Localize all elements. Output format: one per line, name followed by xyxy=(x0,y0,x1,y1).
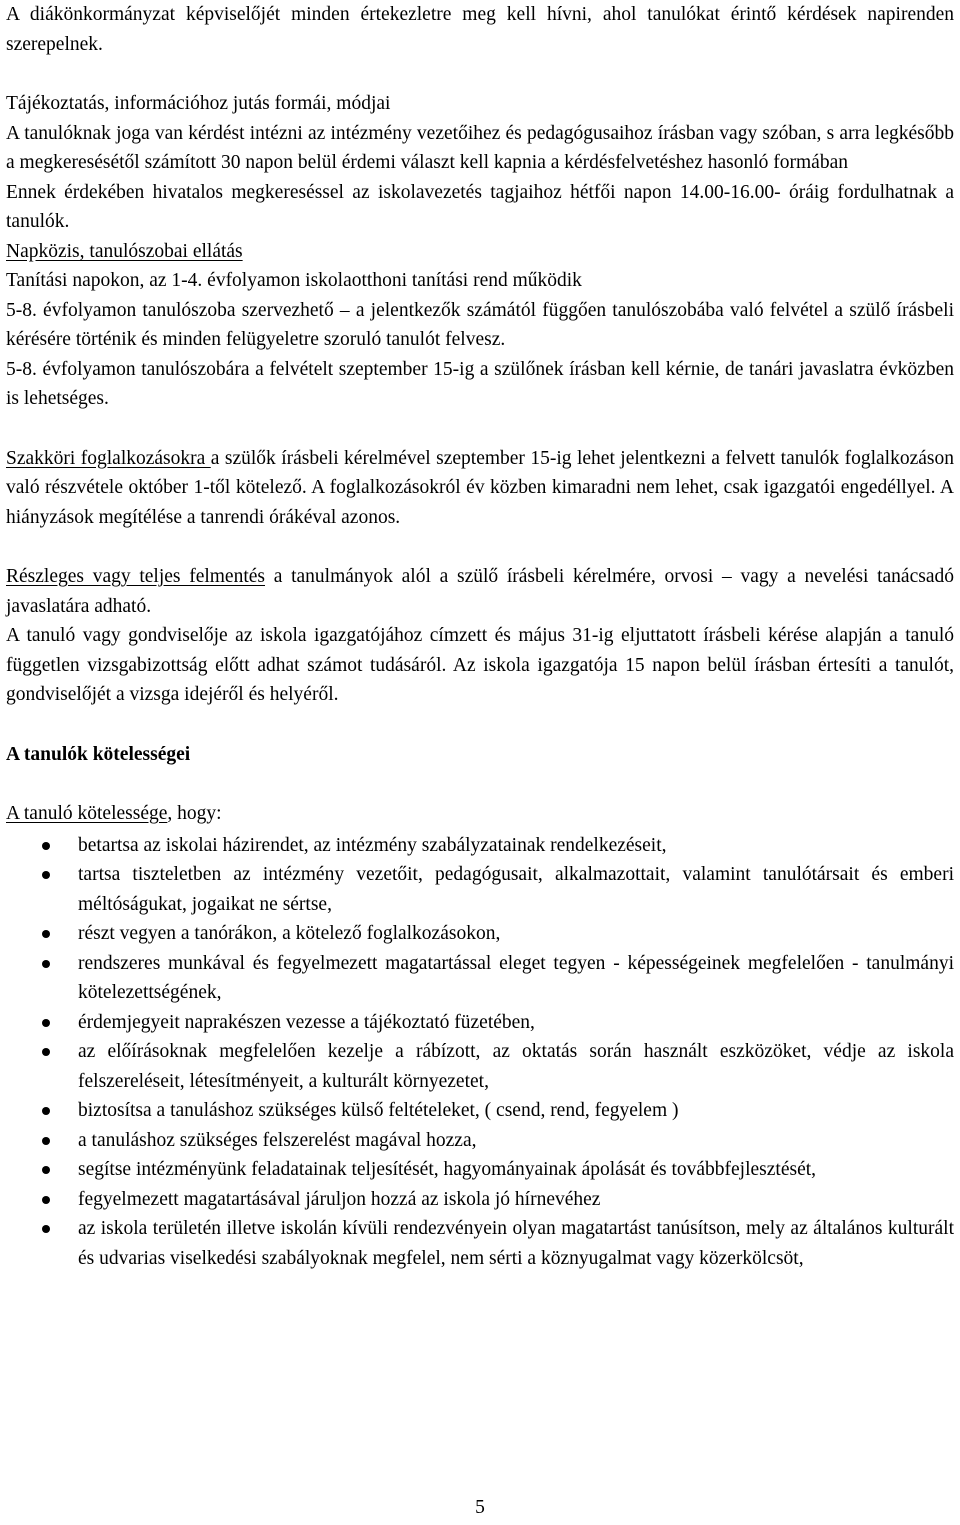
list-item-text: tartsa tiszteletben az intézmény vezetőit, pedagógusait, alkalmazottait, valamint tanulótársait és emberi méltóságukat, jogaikat ne sértse, xyxy=(78,864,954,915)
szakkori-lead: Szakköri foglalkozásokra xyxy=(6,447,211,469)
duties-intro xyxy=(6,799,954,829)
bullet-icon xyxy=(42,1019,50,1027)
list-item-text: rendszeres munkával és fegyelmezett magatartással eleget tegyen - képességeinek megfelelően - tanulmányi kötelezettségének, xyxy=(78,952,954,1003)
spacer xyxy=(6,710,954,740)
napkozis-heading xyxy=(6,237,954,267)
felmentes-paragraph xyxy=(6,562,954,621)
list-item xyxy=(6,831,954,861)
duties-intro-rest: , hogy: xyxy=(167,803,222,824)
felmentes-lead: Részleges vagy teljes felmentés xyxy=(6,566,265,587)
list-item-text: segítse intézményünk feladatainak teljesítését, hagyományainak ápolását és továbbfejlesztését, xyxy=(78,1159,817,1180)
felmentes-text: a tanulmányok alól a szülő írásbeli kérelmére, orvosi – vagy a nevelési tanácsadó javaslatára adható. xyxy=(6,566,954,617)
list-item xyxy=(6,1185,954,1215)
bullet-icon xyxy=(42,842,50,850)
list-item xyxy=(6,1008,954,1038)
list-item-text: részt vegyen a tanórákon, a kötelező foglalkozásokon, xyxy=(78,923,501,944)
page-number: 5 xyxy=(475,1497,485,1518)
duties-heading: A tanulók kötelességei xyxy=(6,743,191,765)
bullet-icon xyxy=(42,1166,50,1174)
list-item-text: az előírásoknak megfelelően kezelje a rábízott, az oktatás során használt eszközöket, védje az iskola felszereléseit, létesítményeit, a kulturált környezetet, xyxy=(78,1041,954,1092)
list-item-text: az iskola területén illetve iskolán kívüli rendezvényein olyan magatartást tanúsítson, mely az általános kulturált és udvarias viselkedési szabályoknak megfelel, nem sérti a köznyugalmat vagy közerkölcsöt, xyxy=(78,1218,954,1269)
szakkori-paragraph xyxy=(6,444,954,533)
list-item-text: betartsa az iskolai házirendet, az intézmény szabályzatainak rendelkezéseit, xyxy=(78,834,667,856)
info-paragraph-1: A tanulóknak joga van kérdést intézni az intézmény vezetőihez és pedagógusaihoz írásban vagy szóban, s arra legkésőbb a megkeresésétől számított 30 napon belül érdemi választ kell kapnia a kérdésfelvetéshez hasonló formában xyxy=(6,122,954,173)
napkozis-paragraph-2: 5-8. évfolyamon tanulószoba szervezhető – a jelentkezők számától függően tanulószobába való felvétel a szülő írásbeli kérésére történik és minden felügyeletre szoruló tanulót felvesz. xyxy=(6,299,954,350)
list-item xyxy=(6,1155,954,1185)
info-heading: Tájékoztatás, információhoz jutás formái, módjai xyxy=(6,93,391,114)
intro-paragraph: A diákönkormányzat képviselőjét minden értekezletre meg kell hívni, ahol tanulókat érintő kérdések napirenden szerepelnek. xyxy=(6,4,954,55)
napkozis-paragraph-3: 5-8. évfolyamon tanulószobára a felvételt szeptember 15-ig a szülőnek írásban kell kérnie, de tanári javaslatra évközben is lehetséges. xyxy=(6,358,954,409)
bullet-icon xyxy=(42,1137,50,1145)
bullet-icon xyxy=(42,871,50,879)
duties-list xyxy=(6,831,954,1274)
napkozis-heading-text: Napközis, tanulószobai ellátás xyxy=(6,240,243,262)
bullet-icon xyxy=(42,960,50,968)
list-item xyxy=(6,1096,954,1126)
spacer xyxy=(6,414,954,444)
duties-intro-underlined: A tanuló kötelessége xyxy=(6,803,168,824)
bullet-icon xyxy=(42,1196,50,1204)
list-item xyxy=(6,1126,954,1156)
list-item-text: a tanuláshoz szükséges felszerelést magával hozza, xyxy=(78,1129,477,1151)
szakkori-text: a szülők írásbeli kérelmével szeptember 15-ig lehet jelentkezni a felvett tanulók foglalkozáson való részvétele október 1-től kötelező. A foglalkozásokról év közben kimaradni nem lehet, csak igazgatói engedéllyel. A hiányzások megítélése a tanrendi órákéval azonos. xyxy=(6,447,954,528)
list-item xyxy=(6,1214,954,1273)
info-paragraph-2: Ennek érdekében hivatalos megkereséssel az iskolavezetés tagjaihoz hétfői napon 14.00-16.00- óráig fordulhatnak a tanulók. xyxy=(6,181,954,232)
list-item-text: érdemjegyeit naprakészen vezesse a tájékoztató füzetében, xyxy=(78,1011,535,1033)
napkozis-paragraph-1: Tanítási napokon, az 1-4. évfolyamon iskolaotthoni tanítási rend működik xyxy=(6,270,582,291)
bullet-icon xyxy=(42,1048,50,1056)
spacer xyxy=(6,769,954,799)
list-item-text: biztosítsa a tanuláshoz szükséges külső feltételeket, ( csend, rend, fegyelem ) xyxy=(78,1100,679,1121)
list-item xyxy=(6,919,954,949)
list-item xyxy=(6,1037,954,1096)
list-item xyxy=(6,860,954,919)
bullet-icon xyxy=(42,1107,50,1115)
felmentes-paragraph-2: A tanuló vagy gondviselője az iskola igazgatójához címzett és május 31-ig eljuttatott írásbeli kérése alapján a tanuló független vizsgabizottság előtt adhat számot tudásáról. Az iskola igazgatója 15 napon belül írásban értesíti a tanulót, gondviselőjét a vizsga idejéről és helyéről. xyxy=(6,625,954,705)
bullet-icon xyxy=(42,1225,50,1233)
bullet-icon xyxy=(42,930,50,938)
spacer xyxy=(6,59,954,89)
spacer xyxy=(6,532,954,562)
list-item-text: fegyelmezett magatartásával járuljon hozzá az iskola jó hírnevéhez xyxy=(78,1188,601,1210)
document-page xyxy=(6,0,954,1273)
list-item xyxy=(6,949,954,1008)
